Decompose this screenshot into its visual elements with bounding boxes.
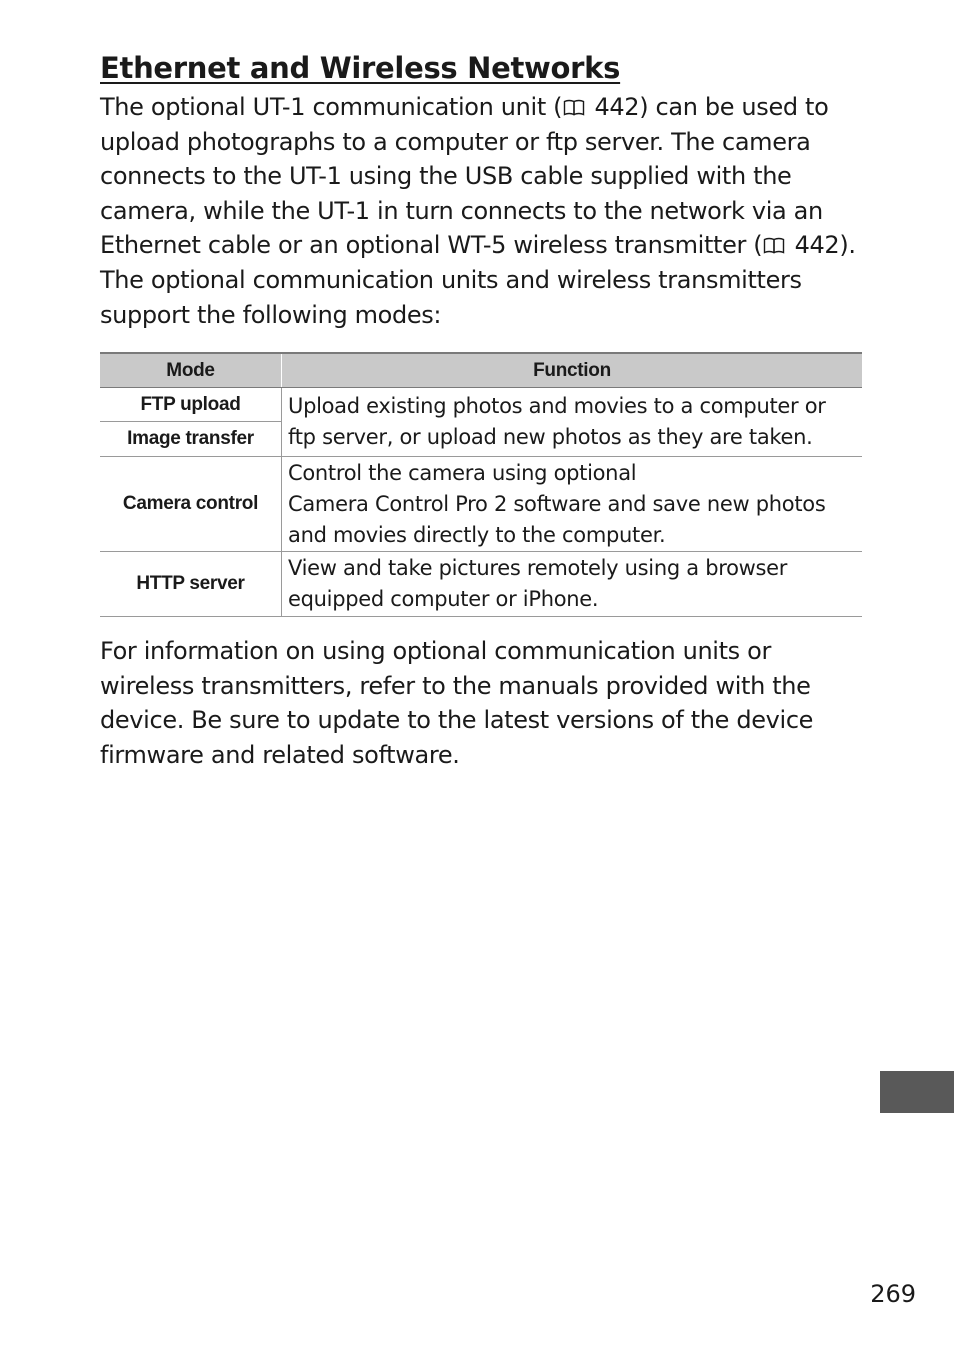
function-line: View and take pictures remotely using a browser bbox=[288, 556, 788, 580]
table-row bbox=[100, 457, 862, 552]
modes-table bbox=[100, 352, 862, 617]
intro-line: 442) can be used to bbox=[587, 93, 829, 121]
function-line: Control the camera using optional bbox=[288, 460, 637, 485]
mode-cell: FTP upload bbox=[100, 388, 282, 422]
function-line: Camera Control Pro 2 software and save new photos bbox=[288, 491, 826, 516]
mode-cell: Camera control bbox=[100, 457, 282, 552]
outro-line: wireless transmitters, refer to the manuals provided with the bbox=[100, 671, 811, 700]
intro-line: support the following modes: bbox=[100, 300, 442, 329]
intro-paragraph bbox=[100, 90, 870, 332]
page-number: 269 bbox=[870, 1280, 916, 1308]
function-column-header: Function bbox=[282, 353, 863, 388]
intro-line: connects to the UT-1 using the USB cable supplied with the bbox=[100, 162, 792, 191]
function-cell bbox=[282, 388, 863, 457]
outro-line: firmware and related software. bbox=[100, 740, 460, 769]
intro-line: camera, while the UT-1 in turn connects to the network via an bbox=[100, 196, 823, 225]
table-row bbox=[100, 388, 862, 422]
function-line: equipped computer or iPhone. bbox=[288, 587, 599, 611]
outro-paragraph bbox=[100, 634, 870, 772]
chapter-side-tab bbox=[880, 1071, 954, 1113]
outro-line: device. Be sure to update to the latest versions of the device bbox=[100, 706, 814, 735]
book-reference-icon bbox=[763, 237, 785, 254]
function-line: Upload existing photos and movies to a computer or bbox=[288, 394, 826, 418]
mode-column-header: Mode bbox=[100, 353, 282, 388]
page-title: Ethernet and Wireless Networks bbox=[100, 51, 621, 85]
function-cell bbox=[282, 552, 863, 617]
table-header-row bbox=[100, 353, 862, 388]
function-line: ftp server, or upload new photos as they are taken. bbox=[288, 425, 813, 449]
book-reference-icon bbox=[563, 99, 585, 116]
outro-line: For information on using optional communication units or bbox=[100, 637, 771, 665]
function-cell bbox=[282, 457, 863, 552]
intro-line: Ethernet cable or an optional WT-5 wireless transmitter ( bbox=[100, 231, 763, 260]
table-row bbox=[100, 552, 862, 617]
mode-cell: Image transfer bbox=[100, 422, 282, 457]
intro-line: upload photographs to a computer or ftp server. The camera bbox=[100, 127, 811, 156]
intro-line: The optional UT-1 communication unit ( bbox=[100, 93, 563, 121]
function-line: and movies directly to the computer. bbox=[288, 522, 666, 547]
intro-line: The optional communication units and wireless transmitters bbox=[100, 265, 802, 294]
intro-line: 442). bbox=[787, 231, 856, 260]
mode-cell: HTTP server bbox=[100, 552, 282, 617]
